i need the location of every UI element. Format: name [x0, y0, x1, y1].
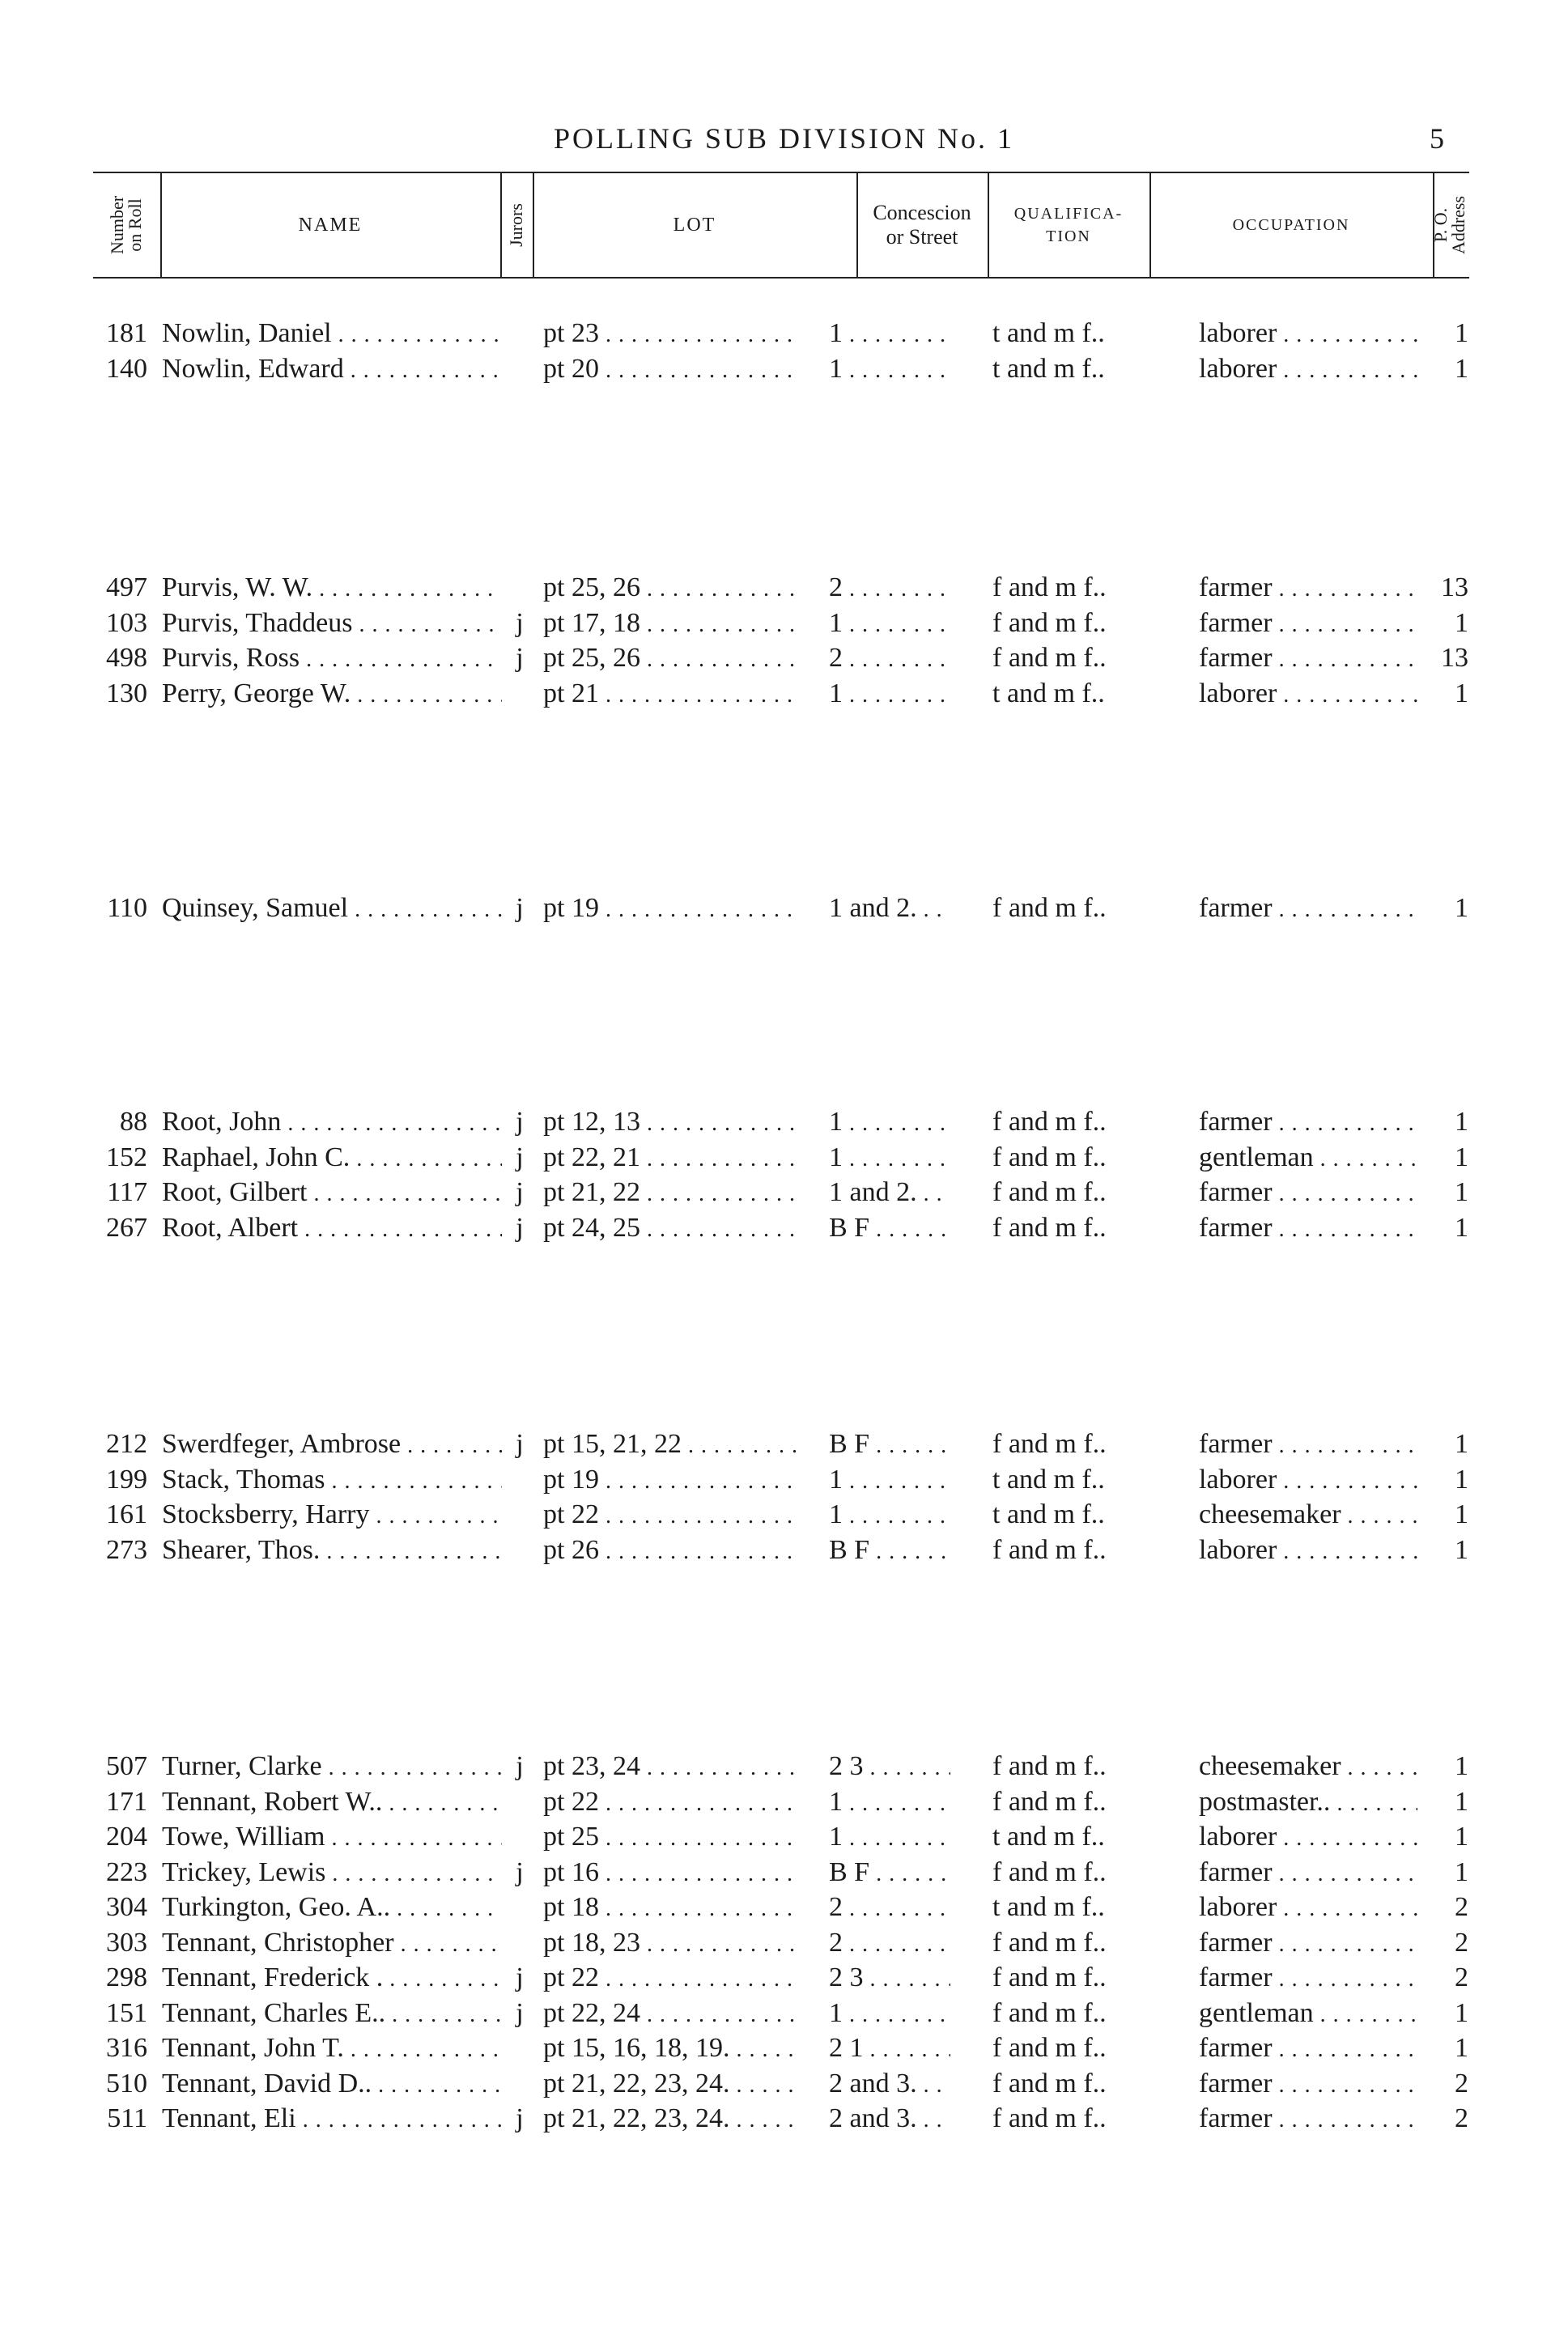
concession: 1 . . . [829, 676, 950, 713]
table-row [0, 1104, 1568, 1140]
qualification: f and m f.. [992, 1177, 1107, 1207]
po-address: 1 [1455, 1107, 1468, 1137]
concession: 1 . . . [829, 351, 950, 389]
lot: pt 22, 24 . . . [543, 1996, 801, 2033]
po-address: 1 [1455, 1822, 1468, 1852]
lot: pt 20 . . . [543, 351, 801, 389]
roll-number: 103 [106, 608, 147, 638]
concession: 1 . . . [829, 1140, 950, 1177]
occupation: gentleman . . . [1199, 1996, 1417, 2033]
voter-name: Stack, Thomas . . . [162, 1462, 502, 1499]
qualification: f and m f.. [992, 1535, 1107, 1565]
qualification: f and m f.. [992, 608, 1107, 638]
roll-number: 181 [106, 318, 147, 348]
roll-number: 130 [106, 678, 147, 708]
page-title: POLLING SUB DIVISION No. 1 [554, 122, 1014, 155]
roll-number: 151 [106, 1998, 147, 2028]
roll-number: 510 [106, 2069, 147, 2098]
concession: 2 and 3. . . . [829, 2101, 950, 2138]
juror-mark: j [516, 1962, 524, 1992]
occupation: laborer . . . [1199, 1890, 1417, 1927]
qualification: t and m f.. [992, 318, 1105, 348]
juror-mark: j [516, 1107, 524, 1137]
po-address: 2 [1455, 1928, 1468, 1958]
qualification: f and m f.. [992, 2103, 1107, 2133]
table-row [0, 640, 1568, 676]
lot: pt 19 . . . [543, 1462, 801, 1499]
lot: pt 23, 24 . . . [543, 1749, 801, 1786]
po-address: 1 [1455, 1465, 1468, 1495]
table-row [0, 1497, 1568, 1533]
po-address: 1 [1455, 2033, 1468, 2063]
voter-name: Quinsey, Samuel . . . [162, 891, 502, 928]
lot: pt 22, 21 . . . [543, 1140, 801, 1177]
voter-name: Towe, William . . . [162, 1819, 502, 1856]
concession: 2 3 . . . [829, 1749, 950, 1786]
po-address: 13 [1441, 572, 1468, 602]
concession: 2 . . . [829, 570, 950, 607]
table-row [0, 1996, 1568, 2031]
voter-name: Tennant, Frederick . . . . [162, 1960, 502, 1997]
juror-mark: j [516, 608, 524, 638]
table-row [0, 2066, 1568, 2102]
table-row [0, 1784, 1568, 1820]
occupation: farmer . . . [1199, 1104, 1417, 1142]
qualification: f and m f.. [992, 1429, 1107, 1459]
lot: pt 16 . . . [543, 1855, 801, 1892]
voter-name: Purvis, Ross . . . [162, 640, 502, 678]
occupation: farmer . . . [1199, 891, 1417, 928]
roll-number: 497 [106, 572, 147, 602]
header-qualification: QUALIFICA- TION [1013, 205, 1124, 245]
lot: pt 18 . . . [543, 1890, 801, 1927]
occupation: laborer . . . [1199, 351, 1417, 389]
occupation: farmer . . . [1199, 570, 1417, 607]
po-address: 1 [1455, 1499, 1468, 1529]
roll-number: 267 [106, 1213, 147, 1243]
concession: 2 and 3. . . . [829, 2066, 950, 2103]
voter-name: Raphael, John C. . . . [162, 1140, 502, 1177]
po-address: 1 [1455, 1535, 1468, 1565]
header-jurors: Jurors [506, 203, 526, 247]
voter-name: Turner, Clarke . . . [162, 1749, 502, 1786]
lot: pt 12, 13 . . . [543, 1104, 801, 1142]
roll-number: 498 [106, 643, 147, 673]
juror-mark: j [516, 1998, 524, 2028]
occupation: farmer . . . [1199, 1855, 1417, 1892]
concession: B F . . . [829, 1210, 950, 1248]
po-address: 1 [1455, 1751, 1468, 1781]
lot: pt 15, 16, 18, 19. . . . [543, 2030, 801, 2068]
table-row [0, 1925, 1568, 1961]
header-po-address: P. O. Address [1430, 195, 1468, 255]
concession: 1 . . . [829, 1104, 950, 1142]
lot: pt 25, 26 . . . [543, 570, 801, 607]
qualification: f and m f.. [992, 1928, 1107, 1958]
concession: 1 . . . [829, 316, 950, 353]
lot: pt 15, 21, 22 . . . [543, 1427, 801, 1464]
header-occupation: OCCUPATION [1232, 216, 1350, 234]
lot: pt 21, 22 . . . [543, 1175, 801, 1212]
roll-number: 199 [106, 1465, 147, 1495]
table-row [0, 2101, 1568, 2137]
roll-number: 273 [106, 1535, 147, 1565]
lot: pt 18, 23 . . . [543, 1925, 801, 1962]
occupation: farmer . . . [1199, 2101, 1417, 2138]
voter-name: Tennant, Charles E.. . . . [162, 1996, 502, 2033]
po-address: 1 [1455, 1213, 1468, 1243]
table-row [0, 891, 1568, 926]
po-address: 1 [1455, 1177, 1468, 1207]
table-row [0, 1533, 1568, 1568]
voter-name: Nowlin, Edward . . . [162, 351, 502, 389]
table-row [0, 570, 1568, 606]
roll-number: 511 [107, 2103, 147, 2133]
juror-mark: j [516, 1177, 524, 1207]
column-header [93, 172, 1469, 279]
concession: 1 . . . [829, 1497, 950, 1534]
lot: pt 22 . . . [543, 1784, 801, 1822]
qualification: f and m f.. [992, 2033, 1107, 2063]
roll-number: 152 [106, 1142, 147, 1172]
occupation: farmer . . . [1199, 640, 1417, 678]
concession: B F . . . [829, 1855, 950, 1892]
table-row [0, 1210, 1568, 1246]
concession: 2 . . . [829, 1890, 950, 1927]
concession: 1 . . . [829, 1784, 950, 1822]
qualification: f and m f.. [992, 1857, 1107, 1887]
occupation: farmer . . . [1199, 1210, 1417, 1248]
qualification: f and m f.. [992, 1142, 1107, 1172]
table-row [0, 316, 1568, 351]
juror-mark: j [516, 1142, 524, 1172]
lot: pt 26 . . . [543, 1533, 801, 1570]
concession: 2 1 . . . [829, 2030, 950, 2068]
po-address: 2 [1455, 1962, 1468, 1992]
table-row [0, 1855, 1568, 1890]
concession: 1 . . . [829, 1819, 950, 1856]
po-address: 1 [1455, 678, 1468, 708]
po-address: 2 [1455, 1892, 1468, 1922]
table-row [0, 1427, 1568, 1462]
lot: pt 25, 26 . . . [543, 640, 801, 678]
qualification: t and m f.. [992, 1892, 1105, 1922]
header-lot: LOT [673, 214, 716, 236]
roll-number: 223 [106, 1857, 147, 1887]
concession: 1 . . . [829, 1462, 950, 1499]
concession: 2 . . . [829, 1925, 950, 1962]
lot: pt 21, 22, 23, 24. . . . [543, 2101, 801, 2138]
qualification: f and m f.. [992, 1787, 1107, 1817]
juror-mark: j [516, 1213, 524, 1243]
table-row [0, 351, 1568, 387]
roll-number: 204 [106, 1822, 147, 1852]
roll-number: 88 [120, 1107, 147, 1137]
qualification: f and m f.. [992, 643, 1107, 673]
occupation: laborer . . . [1199, 1533, 1417, 1570]
qualification: t and m f.. [992, 678, 1105, 708]
roll-number: 161 [106, 1499, 147, 1529]
roll-number: 110 [107, 893, 147, 923]
occupation: gentleman . . . [1199, 1140, 1417, 1177]
qualification: t and m f.. [992, 1822, 1105, 1852]
qualification: t and m f.. [992, 1465, 1105, 1495]
lot: pt 25 . . . [543, 1819, 801, 1856]
po-address: 1 [1455, 1857, 1468, 1887]
qualification: f and m f.. [992, 1962, 1107, 1992]
voter-name: Swerdfeger, Ambrose . . . [162, 1427, 502, 1464]
occupation: farmer . . . [1199, 1175, 1417, 1212]
qualification: t and m f.. [992, 354, 1105, 384]
concession: 2 . . . [829, 640, 950, 678]
po-address: 1 [1455, 1142, 1468, 1172]
po-address: 1 [1455, 318, 1468, 348]
occupation: farmer . . . [1199, 2030, 1417, 2068]
voter-name: Nowlin, Daniel . . . [162, 316, 502, 353]
occupation: farmer . . . [1199, 1925, 1417, 1962]
juror-mark: j [516, 1857, 524, 1887]
header-number-on-roll: Number on Roll [107, 195, 145, 255]
occupation: laborer . . . [1199, 1819, 1417, 1856]
qualification: f and m f.. [992, 1213, 1107, 1243]
lot: pt 24, 25 . . . [543, 1210, 801, 1248]
voter-name: Purvis, W. W. . . . [162, 570, 502, 607]
voter-name: Tennant, Eli . . . [162, 2101, 502, 2138]
lot: pt 23 . . . [543, 316, 801, 353]
lot: pt 21, 22, 23, 24. . . . [543, 2066, 801, 2103]
voter-name: Purvis, Thaddeus . . . [162, 606, 502, 643]
qualification: t and m f.. [992, 1499, 1105, 1529]
voter-name: Turkington, Geo. A.. . . . [162, 1890, 502, 1927]
juror-mark: j [516, 893, 524, 923]
concession: 1 and 2. . . . [829, 1175, 950, 1212]
occupation: farmer . . . [1199, 2066, 1417, 2103]
header-divider [500, 173, 502, 277]
juror-mark: j [516, 643, 524, 673]
lot: pt 22 . . . [543, 1497, 801, 1534]
lot: pt 22 . . . [543, 1960, 801, 1997]
po-address: 1 [1455, 1787, 1468, 1817]
occupation: farmer . . . [1199, 1960, 1417, 1997]
table-row [0, 676, 1568, 712]
occupation: farmer . . . [1199, 1427, 1417, 1464]
po-address: 1 [1455, 354, 1468, 384]
voter-name: Perry, George W. . . . [162, 676, 502, 713]
voter-name: Tennant, Christopher . . . [162, 1925, 502, 1962]
concession: B F . . . [829, 1533, 950, 1570]
table-row [0, 1749, 1568, 1784]
po-address: 1 [1455, 608, 1468, 638]
concession: B F . . . [829, 1427, 950, 1464]
table-row [0, 2030, 1568, 2066]
header-concession: Concescion or Street [873, 201, 971, 249]
qualification: f and m f.. [992, 572, 1107, 602]
voter-name: Trickey, Lewis . . . [162, 1855, 502, 1892]
occupation: farmer . . . [1199, 606, 1417, 643]
roll-number: 316 [106, 2033, 147, 2063]
voter-name: Stocksberry, Harry . . . [162, 1497, 502, 1534]
concession: 1 . . . [829, 1996, 950, 2033]
roll-number: 212 [106, 1429, 147, 1459]
qualification: f and m f.. [992, 1107, 1107, 1137]
voter-name: Shearer, Thos. . . . [162, 1533, 502, 1570]
roll-number: 303 [106, 1928, 147, 1958]
occupation: laborer . . . [1199, 316, 1417, 353]
po-address: 2 [1455, 2069, 1468, 2098]
occupation: cheesemaker . . . [1199, 1497, 1417, 1534]
po-address: 1 [1455, 1998, 1468, 2028]
lot: pt 17, 18 . . . [543, 606, 801, 643]
juror-mark: j [516, 1751, 524, 1781]
roll-number: 507 [106, 1751, 147, 1781]
lot: pt 19 . . . [543, 891, 801, 928]
roll-number: 140 [106, 354, 147, 384]
juror-mark: j [516, 2103, 524, 2133]
concession: 2 3 . . . [829, 1960, 950, 1997]
roll-number: 117 [107, 1177, 147, 1207]
voter-name: Root, John . . . [162, 1104, 502, 1142]
po-address: 13 [1441, 643, 1468, 673]
occupation: postmaster.. . . . [1199, 1784, 1417, 1822]
qualification: f and m f.. [992, 2069, 1107, 2098]
qualification: f and m f.. [992, 1998, 1107, 2028]
lot: pt 21 . . . [543, 676, 801, 713]
occupation: cheesemaker . . . [1199, 1749, 1417, 1786]
po-address: 2 [1455, 2103, 1468, 2133]
voter-name: Tennant, David D.. . . . [162, 2066, 502, 2103]
table-row [0, 1140, 1568, 1176]
juror-mark: j [516, 1429, 524, 1459]
roll-number: 171 [106, 1787, 147, 1817]
table-row [0, 1960, 1568, 1996]
table-row [0, 1175, 1568, 1210]
page-number: 5 [1430, 122, 1444, 155]
header-name: NAME [298, 214, 363, 236]
voter-name: Tennant, John T. . . . [162, 2030, 502, 2068]
po-address: 1 [1455, 1429, 1468, 1459]
table-row [0, 1819, 1568, 1855]
roll-number: 298 [106, 1962, 147, 1992]
voter-name: Root, Albert . . . [162, 1210, 502, 1248]
table-row [0, 1890, 1568, 1925]
occupation: laborer . . . [1199, 1462, 1417, 1499]
occupation: laborer . . . [1199, 676, 1417, 713]
concession: 1 and 2. . . . [829, 891, 950, 928]
table-row [0, 606, 1568, 641]
concession: 1 . . . [829, 606, 950, 643]
voter-name: Tennant, Robert W.. . . . [162, 1784, 502, 1822]
table-row [0, 1462, 1568, 1498]
qualification: f and m f.. [992, 1751, 1107, 1781]
voter-name: Root, Gilbert . . . [162, 1175, 502, 1212]
po-address: 1 [1455, 893, 1468, 923]
qualification: f and m f.. [992, 893, 1107, 923]
roll-number: 304 [106, 1892, 147, 1922]
